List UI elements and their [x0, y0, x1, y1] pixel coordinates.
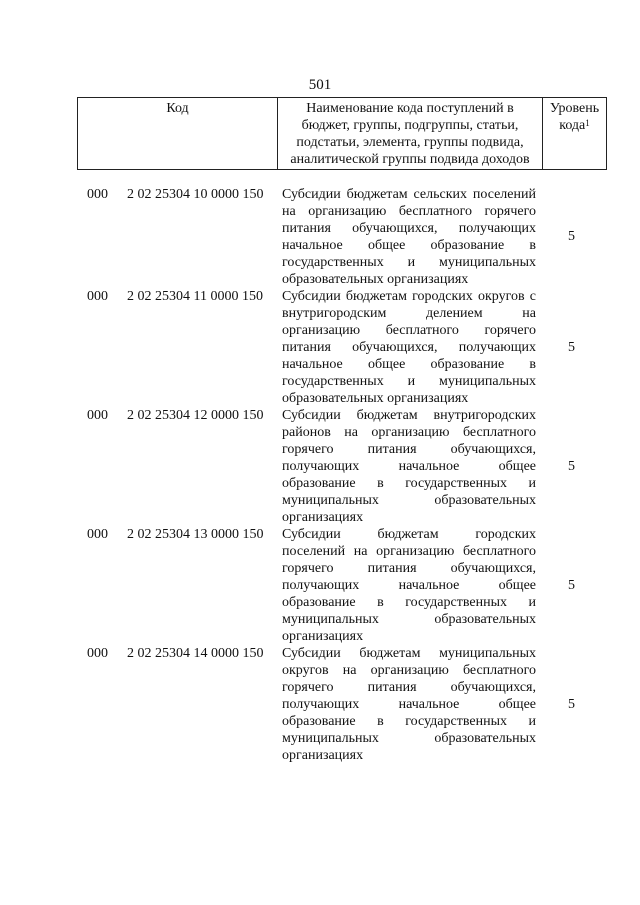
row-code-level: 5	[568, 577, 575, 593]
row-code-level: 5	[568, 339, 575, 355]
header-code-label: Код	[166, 101, 189, 116]
row-revenue-name: Субсидии бюджетам внутригородских районов на организацию бесплатного горячего питания обучающихся, получающих начальное общее образование в государственных и муниципальных образовательных организациях	[282, 408, 536, 525]
header-level-label: Уровень кода	[549, 101, 600, 133]
header-name-label: Наименование кода поступлений в бюджет, группы, подгруппы, статьи, подстатьи, элемента, группы подвида, аналитической группы подвида доходов	[290, 101, 530, 167]
page-number: 501	[308, 77, 332, 93]
row-revenue-code: 2 02 25304 10 0000 150	[127, 187, 264, 202]
table-row	[0, 526, 640, 645]
row-code-level: 5	[568, 458, 575, 474]
row-revenue-name: Субсидии бюджетам городских поселений на организацию бесплатного горячего питания обучающихся, получающих начальное общее образование в государственных и муниципальных образовательных организациях	[282, 527, 536, 644]
revenue-code-list	[0, 186, 640, 764]
row-code-level: 5	[568, 229, 575, 244]
row-revenue-name: Субсидии бюджетам муниципальных округов на организацию бесплатного горячего питания обучающихся, получающих начальное общее образование в государственных и муниципальных образовательных организациях	[282, 646, 536, 763]
row-revenue-code: 2 02 25304 11 0000 150	[127, 289, 263, 304]
row-type-code: 000	[87, 408, 108, 423]
row-type-code: 000	[87, 646, 108, 661]
table-row	[0, 407, 640, 526]
row-revenue-name: Субсидии бюджетам городских округов с внутригородским делением на организацию бесплатного горячего питания обучающихся, получающих начальное общее образование в государственных и муниципальных образовательных организациях	[282, 289, 536, 406]
row-type-code: 000	[87, 527, 108, 542]
header-name-cell	[278, 98, 543, 170]
row-type-code: 000	[87, 289, 108, 304]
row-revenue-name: Субсидии бюджетам сельских поселений на организацию бесплатного горячего питания обучающихся, получающих начальное общее образование в государственных и муниципальных образовательных организациях	[282, 187, 536, 287]
table-row	[0, 645, 640, 764]
header-level-cell	[543, 98, 607, 170]
table-row	[0, 288, 640, 407]
header-table	[77, 97, 607, 170]
row-type-code: 000	[87, 187, 108, 202]
row-revenue-code: 2 02 25304 14 0000 150	[127, 646, 264, 661]
row-code-level: 5	[568, 696, 575, 712]
table-row	[0, 186, 640, 288]
header-code-cell	[78, 98, 278, 170]
header-level-footnote: 1	[585, 118, 590, 128]
row-revenue-code: 2 02 25304 12 0000 150	[127, 408, 264, 423]
row-revenue-code: 2 02 25304 13 0000 150	[127, 527, 264, 542]
